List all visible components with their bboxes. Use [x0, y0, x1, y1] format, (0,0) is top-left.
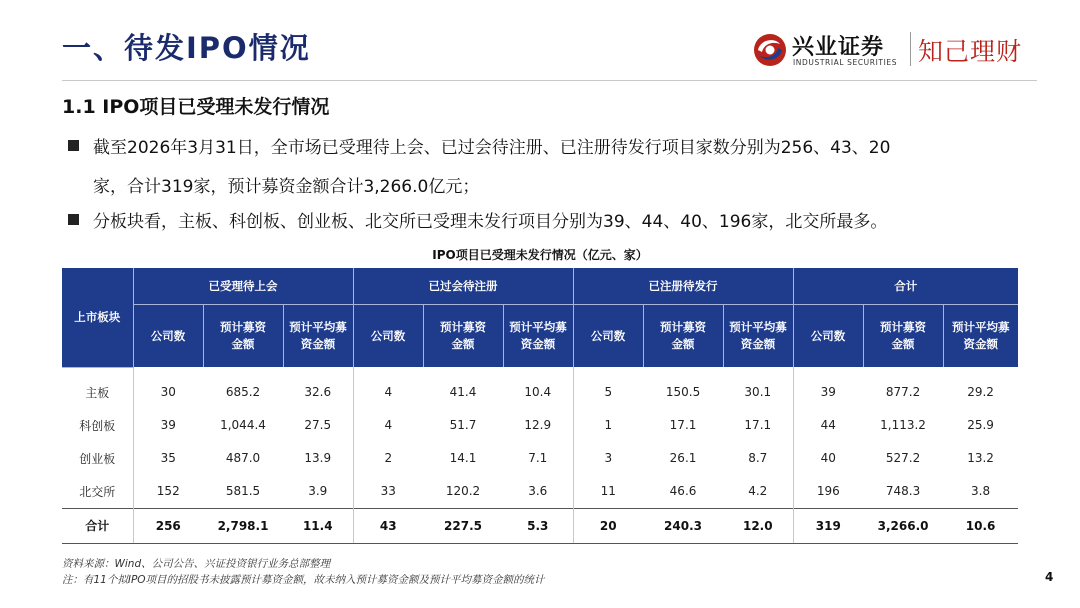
- board-cell: 创业板: [62, 442, 133, 475]
- slide-title: 一、待发IPO情况: [62, 31, 311, 65]
- sub-header: 公司数: [573, 305, 643, 368]
- bullet-1-text: 截至2026年3月31日，全市场已受理待上会、已过会待注册、已注册待发行项目家数分别为256、43、20: [93, 138, 891, 158]
- data-cell: 3,266.0: [863, 508, 943, 543]
- data-cell: 877.2: [885, 384, 921, 399]
- data-cell: 685.2: [225, 384, 261, 399]
- data-cell: 5.3: [503, 508, 573, 543]
- brand-logo-icon: [752, 32, 788, 68]
- data-cell: 2,798.1: [203, 508, 283, 543]
- data-cell: 527.2: [885, 451, 921, 465]
- data-cell: 30.1: [723, 367, 793, 409]
- data-cell: 150.5: [665, 384, 701, 399]
- ipo-table: [62, 268, 1018, 544]
- data-cell: 35: [160, 451, 176, 465]
- group-header: 已受理待上会: [133, 268, 353, 305]
- brand-name-en: INDUSTRIAL SECURITIES: [793, 58, 898, 67]
- sub-header: 预计募资 金额: [643, 305, 723, 368]
- sub-header: 预计平均募 资金额: [503, 305, 573, 368]
- data-cell: 240.3: [643, 508, 723, 543]
- data-cell: 10.6: [943, 508, 1018, 543]
- board-cell: 合计: [62, 508, 133, 543]
- data-cell: 44: [820, 418, 836, 432]
- data-cell: 33: [380, 484, 396, 498]
- data-cell: 1,113.2: [880, 418, 926, 432]
- data-cell: 11.4: [283, 508, 353, 543]
- data-cell: 1,044.4: [220, 418, 266, 432]
- sub-header: 预计平均募 资金额: [943, 305, 1018, 368]
- data-cell: 46.6: [669, 484, 697, 498]
- brand-name-cn: 兴业证券: [792, 35, 885, 60]
- data-cell: 51.7: [449, 418, 477, 432]
- data-cell: 5: [604, 384, 613, 399]
- data-cell: 487.0: [225, 451, 261, 465]
- brand-divider: [910, 32, 911, 66]
- table-row: [62, 409, 1018, 442]
- data-cell: 3.6: [503, 475, 573, 509]
- data-cell: 26.1: [669, 451, 697, 465]
- data-cell: 3.9: [283, 475, 353, 509]
- data-cell: 319: [793, 508, 863, 543]
- data-cell: 13.9: [283, 442, 353, 475]
- bullet-2: [68, 207, 887, 232]
- data-cell: 1: [604, 418, 613, 432]
- data-cell: 13.2: [967, 451, 994, 465]
- bullet-1: [68, 133, 890, 158]
- sub-header: 预计平均募 资金额: [723, 305, 793, 368]
- brand-sub-name: 知己理财: [918, 37, 1023, 66]
- row-header-board: 上市板块: [62, 268, 133, 367]
- sub-header: 预计募资 金额: [203, 305, 283, 368]
- data-cell: 39: [160, 418, 176, 432]
- data-cell: 20: [573, 508, 643, 543]
- data-cell: 39: [820, 384, 836, 399]
- data-cell: 120.2: [445, 484, 481, 498]
- data-cell: 8.7: [723, 442, 793, 475]
- data-cell: 43: [353, 508, 423, 543]
- footnote: 注：有11个拟IPO项目的招股书未披露预计募资金额，故未纳入预计募资金额及预计平均募资金额的统计: [62, 574, 545, 586]
- sub-header: 公司数: [133, 305, 203, 368]
- bullet-square-icon: [68, 214, 79, 225]
- data-cell: 3: [604, 451, 613, 465]
- sub-header: 公司数: [793, 305, 863, 368]
- header-divider: [62, 80, 1037, 81]
- data-cell: 227.5: [423, 508, 503, 543]
- data-cell: 27.5: [283, 409, 353, 442]
- sub-header: 公司数: [353, 305, 423, 368]
- data-cell: 11: [600, 484, 616, 498]
- table-row: [62, 367, 1018, 409]
- sub-header: 预计募资 金额: [863, 305, 943, 368]
- data-cell: 10.4: [503, 367, 573, 409]
- data-cell: 32.6: [283, 367, 353, 409]
- data-cell: 4.2: [723, 475, 793, 509]
- data-cell: 12.0: [723, 508, 793, 543]
- group-header: 已注册待发行: [573, 268, 793, 305]
- data-cell: 41.4: [449, 384, 477, 399]
- data-cell: 256: [133, 508, 203, 543]
- data-cell: 29.2: [967, 384, 994, 399]
- data-cell: 30: [160, 384, 176, 399]
- sub-header: 预计募资 金额: [423, 305, 503, 368]
- data-cell: 14.1: [449, 451, 477, 465]
- data-cell: 7.1: [503, 442, 573, 475]
- board-cell: 主板: [62, 367, 133, 409]
- data-cell: 3.8: [971, 484, 991, 498]
- board-cell: 科创板: [62, 409, 133, 442]
- sub-header: 预计平均募 资金额: [283, 305, 353, 368]
- bullet-1-continuation: 家，合计319家，预计募资金额合计3,266.0亿元；: [93, 177, 480, 197]
- data-cell: 25.9: [967, 418, 994, 432]
- table-row: [62, 442, 1018, 475]
- section-heading: 1.1 IPO项目已受理未发行情况: [62, 96, 330, 118]
- data-cell: 4: [384, 384, 393, 399]
- data-cell: 17.1: [723, 409, 793, 442]
- table-caption: IPO项目已受理未发行情况（亿元、家）: [432, 248, 648, 262]
- source-note: 资料来源：Wind、公司公告、兴证投资银行业务总部整理: [62, 558, 331, 570]
- data-cell: 4: [384, 418, 393, 432]
- data-cell: 581.5: [225, 484, 261, 498]
- bullet-square-icon: [68, 140, 79, 151]
- data-cell: 40: [820, 451, 836, 465]
- data-cell: 12.9: [503, 409, 573, 442]
- data-cell: 748.3: [885, 484, 921, 498]
- data-cell: 196: [816, 484, 840, 498]
- data-cell: 152: [156, 484, 180, 498]
- table-total-row: [62, 508, 1018, 543]
- group-header: 合计: [793, 268, 1018, 305]
- brand-logo: [752, 28, 1052, 72]
- data-cell: 17.1: [669, 418, 697, 432]
- group-header: 已过会待注册: [353, 268, 573, 305]
- board-cell: 北交所: [62, 475, 133, 509]
- table-body: [62, 367, 1018, 543]
- page-number: 4: [1045, 570, 1054, 584]
- bullet-2-text: 分板块看，主板、科创板、创业板、北交所已受理未发行项目分别为39、44、40、196家，北交所最多。: [93, 212, 888, 232]
- table-row: [62, 475, 1018, 509]
- data-cell: 2: [384, 451, 393, 465]
